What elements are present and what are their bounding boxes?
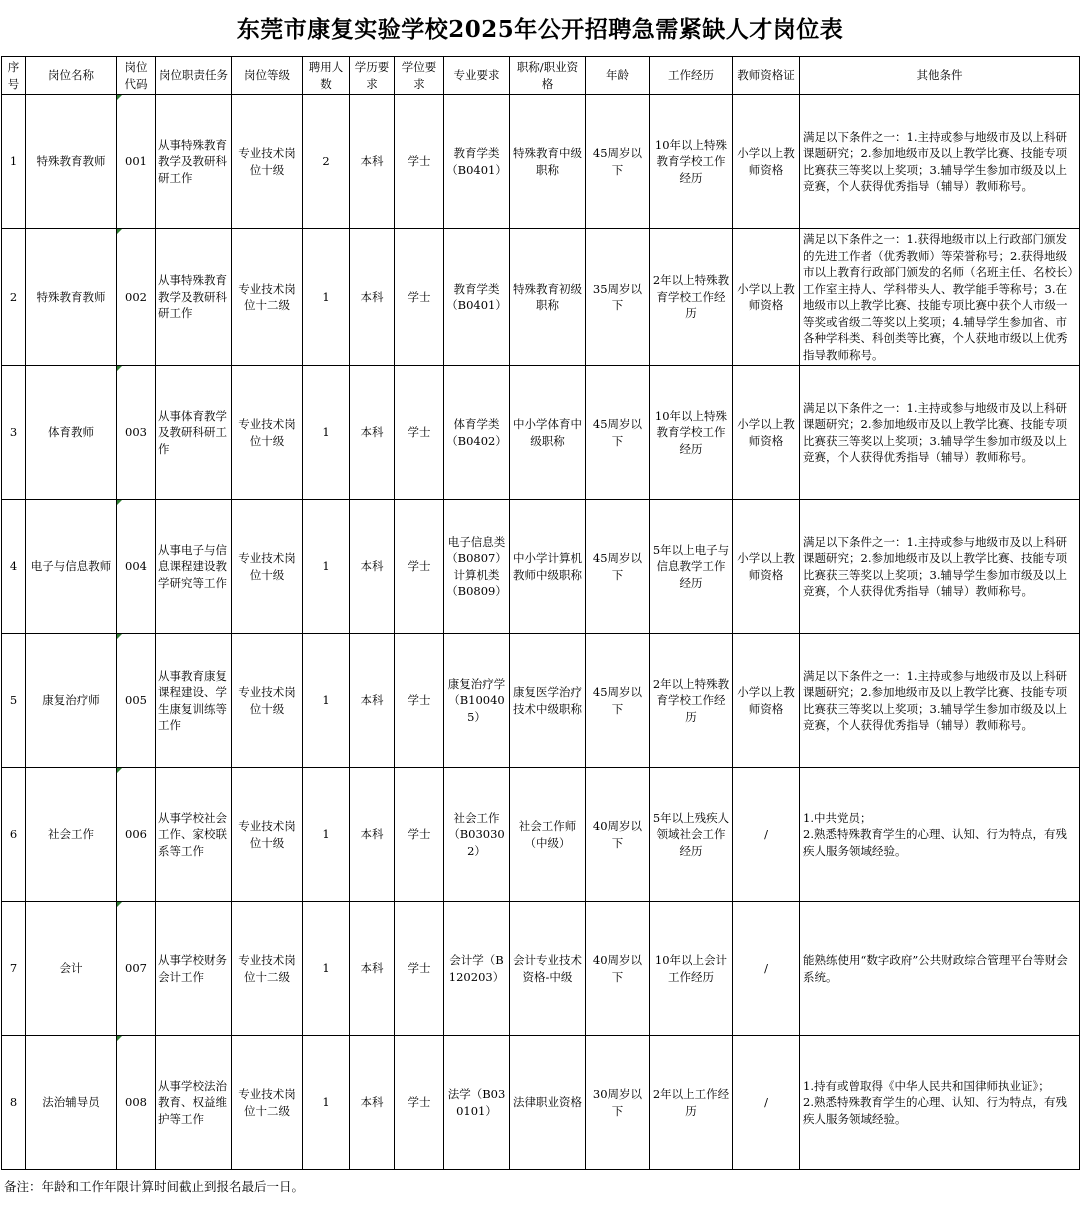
cell-major: 社会工作（B030302） bbox=[444, 768, 510, 902]
cell-name: 法治辅导员 bbox=[26, 1036, 117, 1170]
other-line: 1.中共党员； bbox=[803, 810, 872, 825]
cell-title: 特殊教育初级职称 bbox=[510, 229, 586, 366]
cell-age: 45周岁以下 bbox=[586, 634, 650, 768]
cell-other: 满足以下条件之一：1.主持或参与地级市及以上科研课题研究；2.参加地级市及以上教学比赛、技能专项比赛获三等奖以上奖项；3.辅导学生参加市级及以上竞赛，个人获得优秀指导（辅导）教师称号。 bbox=[800, 634, 1080, 768]
cell-count: 1 bbox=[303, 229, 350, 366]
cell-duty: 从事电子与信息课程建设教学研究等工作 bbox=[156, 500, 232, 634]
cell-age: 40周岁以下 bbox=[586, 768, 650, 902]
cell-edu: 本科 bbox=[350, 634, 395, 768]
cell-major: 法学（B030101） bbox=[444, 1036, 510, 1170]
cell-other: 满足以下条件之一：1.主持或参与地级市及以上科研课题研究；2.参加地级市及以上教学比赛、技能专项比赛获三等奖以上奖项；3.辅导学生参加市级及以上竞赛，个人获得优秀指导（辅导）教师称号。 bbox=[800, 500, 1080, 634]
cell-major: 教育学类（B0401） bbox=[444, 229, 510, 366]
cell-count: 1 bbox=[303, 902, 350, 1036]
table-row bbox=[2, 229, 1080, 366]
cell-cert: / bbox=[733, 768, 800, 902]
cell-age: 30周岁以下 bbox=[586, 1036, 650, 1170]
cell-edu: 本科 bbox=[350, 95, 395, 229]
cell-level: 专业技术岗位十级 bbox=[232, 768, 303, 902]
table-row bbox=[2, 95, 1080, 229]
cell-duty: 从事学校社会工作、家校联系等工作 bbox=[156, 768, 232, 902]
cell-name: 电子与信息教师 bbox=[26, 500, 117, 634]
cell-no: 2 bbox=[2, 229, 26, 366]
page-title: 东莞市康复实验学校2025年公开招聘急需紧缺人才岗位表 bbox=[236, 16, 844, 43]
header-other: 其他条件 bbox=[800, 57, 1080, 95]
cell-no: 8 bbox=[2, 1036, 26, 1170]
cell-major: 体育学类（B0402） bbox=[444, 366, 510, 500]
cell-title: 康复医学治疗技术中级职称 bbox=[510, 634, 586, 768]
cell-other: 满足以下条件之一：1.主持或参与地级市及以上科研课题研究；2.参加地级市及以上教学比赛、技能专项比赛获三等奖以上奖项；3.辅导学生参加市级及以上竞赛，个人获得优秀指导（辅导）教师称号。 bbox=[800, 366, 1080, 500]
cell-no: 5 bbox=[2, 634, 26, 768]
header-name: 岗位名称 bbox=[26, 57, 117, 95]
cell-title: 中小学体育中级职称 bbox=[510, 366, 586, 500]
cell-degree: 学士 bbox=[395, 366, 444, 500]
other-line: 2.熟悉特殊教育学生的心理、认知、行为特点，有残疾人服务领域经验。 bbox=[803, 827, 1067, 858]
table-row bbox=[2, 366, 1080, 500]
cell-cert: 小学以上教师资格 bbox=[733, 229, 800, 366]
cell-count: 1 bbox=[303, 366, 350, 500]
header-edu: 学历要求 bbox=[350, 57, 395, 95]
cell-age: 45周岁以下 bbox=[586, 366, 650, 500]
cell-major: 会计学（B120203） bbox=[444, 902, 510, 1036]
cell-other bbox=[800, 1036, 1080, 1170]
cell-cert: 小学以上教师资格 bbox=[733, 95, 800, 229]
cell-title: 会计专业技术资格-中级 bbox=[510, 902, 586, 1036]
cell-degree: 学士 bbox=[395, 768, 444, 902]
cell-exp: 5年以上残疾人领域社会工作经历 bbox=[650, 768, 733, 902]
cell-edu: 本科 bbox=[350, 768, 395, 902]
cell-name: 体育教师 bbox=[26, 366, 117, 500]
cell-age: 40周岁以下 bbox=[586, 902, 650, 1036]
cell-duty: 从事学校财务会计工作 bbox=[156, 902, 232, 1036]
cell-code: 005 bbox=[117, 634, 156, 768]
cell-level: 专业技术岗位十级 bbox=[232, 95, 303, 229]
cell-degree: 学士 bbox=[395, 95, 444, 229]
other-line: 1.持有或曾取得《中华人民共和国律师执业证》； bbox=[803, 1078, 1050, 1093]
cell-duty: 从事体育教学及教研科研工作 bbox=[156, 366, 232, 500]
table-header bbox=[2, 57, 1080, 95]
cell-age: 35周岁以下 bbox=[586, 229, 650, 366]
cell-level: 专业技术岗位十二级 bbox=[232, 229, 303, 366]
cell-name: 社会工作 bbox=[26, 768, 117, 902]
cell-major: 电子信息类（B0807）计算机类（B0809） bbox=[444, 500, 510, 634]
cell-edu: 本科 bbox=[350, 500, 395, 634]
cell-duty: 从事特殊教育教学及教研科研工作 bbox=[156, 95, 232, 229]
cell-no: 1 bbox=[2, 95, 26, 229]
header-row bbox=[2, 57, 1080, 95]
cell-cert: 小学以上教师资格 bbox=[733, 366, 800, 500]
cell-level: 专业技术岗位十级 bbox=[232, 500, 303, 634]
cell-other bbox=[800, 768, 1080, 902]
cell-name: 康复治疗师 bbox=[26, 634, 117, 768]
header-cert: 教师资格证 bbox=[733, 57, 800, 95]
cell-degree: 学士 bbox=[395, 634, 444, 768]
cell-level: 专业技术岗位十二级 bbox=[232, 902, 303, 1036]
table-body bbox=[2, 95, 1080, 1170]
cell-code: 001 bbox=[117, 95, 156, 229]
cell-code: 003 bbox=[117, 366, 156, 500]
cell-count: 1 bbox=[303, 768, 350, 902]
cell-code: 006 bbox=[117, 768, 156, 902]
cell-duty: 从事教育康复课程建设、学生康复训练等工作 bbox=[156, 634, 232, 768]
cell-no: 4 bbox=[2, 500, 26, 634]
cell-title: 社会工作师（中级） bbox=[510, 768, 586, 902]
cell-exp: 2年以上特殊教育学校工作经历 bbox=[650, 229, 733, 366]
cell-edu: 本科 bbox=[350, 902, 395, 1036]
cell-name: 特殊教育教师 bbox=[26, 95, 117, 229]
cell-age: 45周岁以下 bbox=[586, 95, 650, 229]
cell-exp: 2年以上工作经历 bbox=[650, 1036, 733, 1170]
header-level: 岗位等级 bbox=[232, 57, 303, 95]
header-no: 序号 bbox=[2, 57, 26, 95]
cell-cert: / bbox=[733, 902, 800, 1036]
header-duty: 岗位职责任务 bbox=[156, 57, 232, 95]
cell-title: 中小学计算机教师中级职称 bbox=[510, 500, 586, 634]
cell-no: 6 bbox=[2, 768, 26, 902]
cell-name: 会计 bbox=[26, 902, 117, 1036]
cell-count: 2 bbox=[303, 95, 350, 229]
header-age: 年龄 bbox=[586, 57, 650, 95]
cell-cert: 小学以上教师资格 bbox=[733, 500, 800, 634]
header-count: 聘用人数 bbox=[303, 57, 350, 95]
cell-exp: 10年以上特殊教育学校工作经历 bbox=[650, 366, 733, 500]
footnote: 备注：年龄和工作年限计算时间截止到报名最后一日。 bbox=[4, 1179, 305, 1194]
cell-degree: 学士 bbox=[395, 902, 444, 1036]
cell-no: 3 bbox=[2, 366, 26, 500]
table-row bbox=[2, 768, 1080, 902]
cell-code: 002 bbox=[117, 229, 156, 366]
cell-exp: 2年以上特殊教育学校工作经历 bbox=[650, 634, 733, 768]
cell-code: 008 bbox=[117, 1036, 156, 1170]
cell-other: 满足以下条件之一：1.获得地级市以上行政部门颁发的先进工作者（优秀教师）等荣誉称号；2.获得地级市以上教育行政部门颁发的名师（名班主任、名校长）工作室主持人、学科带头人、教学能手等称号；3.在地级市以上教学比赛、技能专项比赛中获个人市级一等奖或省级二等奖以上奖项；4.辅导学生参加省、市各种学科类、科创类等比赛，个人获地市级以上优秀指导教师称号。 bbox=[800, 229, 1080, 366]
table-row bbox=[2, 902, 1080, 1036]
cell-duty: 从事学校法治教育、权益维护等工作 bbox=[156, 1036, 232, 1170]
header-code: 岗位代码 bbox=[117, 57, 156, 95]
cell-exp: 5年以上电子与信息教学工作经历 bbox=[650, 500, 733, 634]
cell-title: 特殊教育中级职称 bbox=[510, 95, 586, 229]
table-row bbox=[2, 1036, 1080, 1170]
header-degree: 学位要求 bbox=[395, 57, 444, 95]
cell-duty: 从事特殊教育教学及教研科研工作 bbox=[156, 229, 232, 366]
job-positions-table bbox=[1, 56, 1080, 1170]
cell-code: 004 bbox=[117, 500, 156, 634]
cell-other: 能熟练使用“数字政府”公共财政综合管理平台等财会系统。 bbox=[800, 902, 1080, 1036]
cell-code: 007 bbox=[117, 902, 156, 1036]
cell-other: 满足以下条件之一：1.主持或参与地级市及以上科研课题研究；2.参加地级市及以上教学比赛、技能专项比赛获三等奖以上奖项；3.辅导学生参加市级及以上竞赛，个人获得优秀指导（辅导）教师称号。 bbox=[800, 95, 1080, 229]
cell-edu: 本科 bbox=[350, 366, 395, 500]
cell-level: 专业技术岗位十二级 bbox=[232, 1036, 303, 1170]
cell-cert: 小学以上教师资格 bbox=[733, 634, 800, 768]
header-major: 专业要求 bbox=[444, 57, 510, 95]
table-row bbox=[2, 634, 1080, 768]
cell-title: 法律职业资格 bbox=[510, 1036, 586, 1170]
cell-exp: 10年以上会计工作经历 bbox=[650, 902, 733, 1036]
cell-edu: 本科 bbox=[350, 1036, 395, 1170]
cell-age: 45周岁以下 bbox=[586, 500, 650, 634]
cell-cert: / bbox=[733, 1036, 800, 1170]
cell-edu: 本科 bbox=[350, 229, 395, 366]
cell-degree: 学士 bbox=[395, 229, 444, 366]
cell-name: 特殊教育教师 bbox=[26, 229, 117, 366]
header-exp: 工作经历 bbox=[650, 57, 733, 95]
cell-no: 7 bbox=[2, 902, 26, 1036]
cell-major: 康复治疗学（B100405） bbox=[444, 634, 510, 768]
cell-count: 1 bbox=[303, 1036, 350, 1170]
cell-major: 教育学类（B0401） bbox=[444, 95, 510, 229]
cell-exp: 10年以上特殊教育学校工作经历 bbox=[650, 95, 733, 229]
header-title: 职称/职业资格 bbox=[510, 57, 586, 95]
cell-count: 1 bbox=[303, 634, 350, 768]
other-line: 2.熟悉特殊教育学生的心理、认知、行为特点，有残疾人服务领域经验。 bbox=[803, 1095, 1067, 1126]
table-row bbox=[2, 500, 1080, 634]
cell-count: 1 bbox=[303, 500, 350, 634]
cell-level: 专业技术岗位十级 bbox=[232, 366, 303, 500]
cell-level: 专业技术岗位十级 bbox=[232, 634, 303, 768]
cell-degree: 学士 bbox=[395, 1036, 444, 1170]
cell-degree: 学士 bbox=[395, 500, 444, 634]
